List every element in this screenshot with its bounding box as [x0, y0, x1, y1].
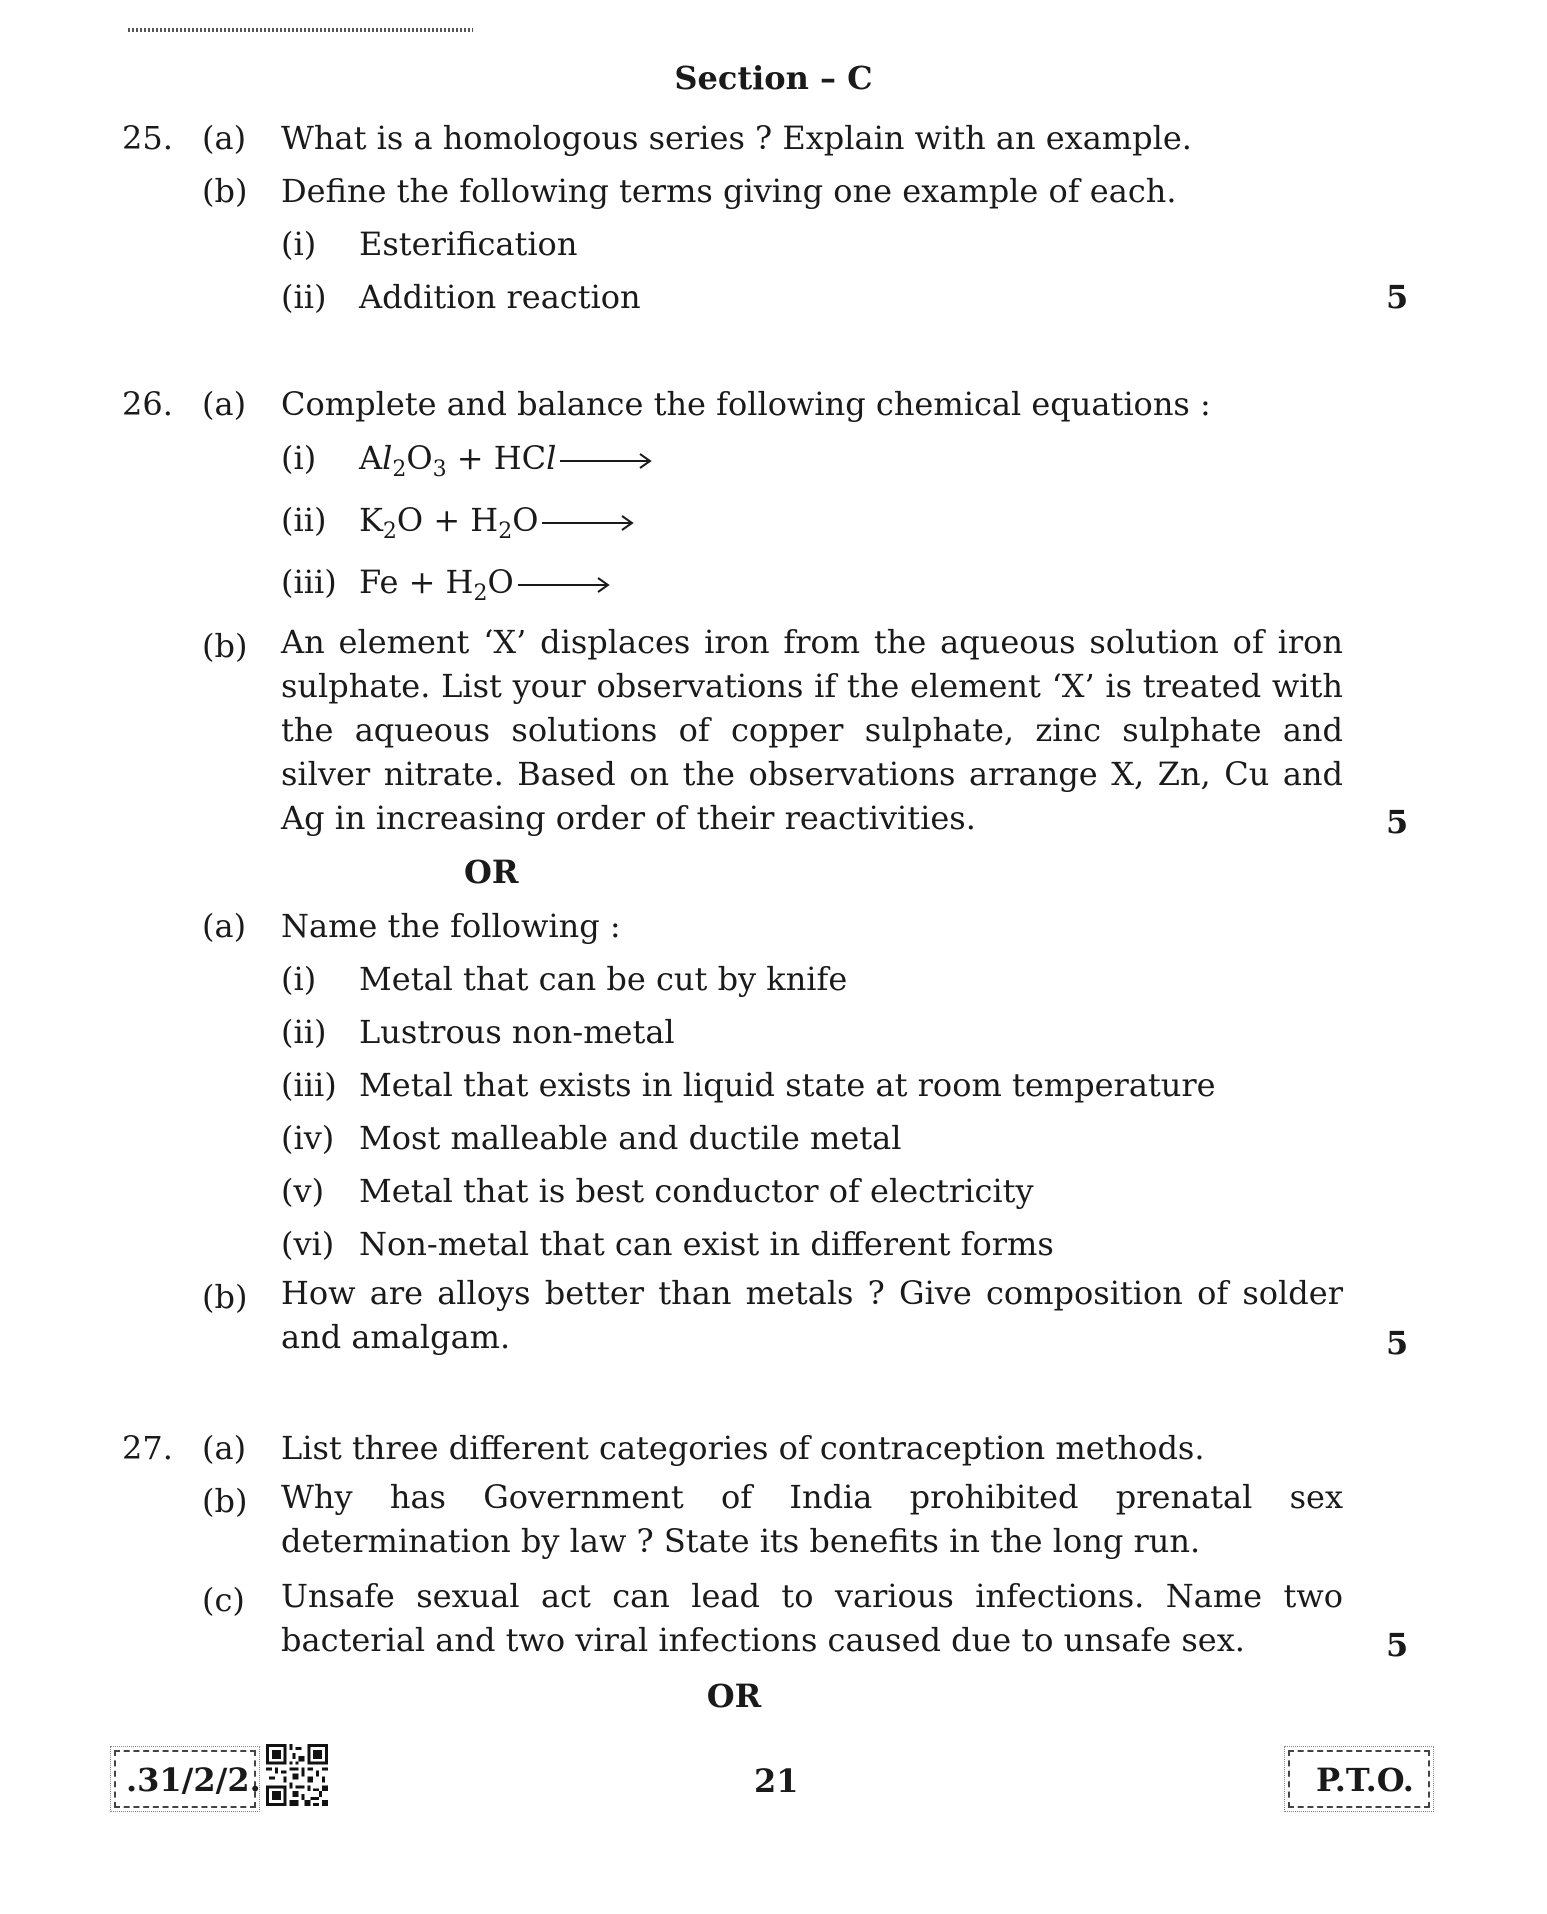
reaction-arrow-icon — [560, 451, 652, 471]
sub-item-label: (v) — [281, 1172, 325, 1210]
part-label: (b) — [202, 627, 248, 665]
paper-code: .31/2/2. — [126, 1761, 261, 1799]
equation-label: (iii) — [281, 563, 337, 601]
section-title: Section – C — [674, 59, 873, 97]
question-number: 27. — [122, 1429, 173, 1467]
part-text: List three different categories of contraception methods. — [281, 1429, 1205, 1467]
part-label: (b) — [202, 1482, 248, 1520]
question-number: 26. — [122, 385, 173, 423]
sub-item-label: (iii) — [281, 1066, 337, 1104]
part-label: (a) — [202, 385, 247, 423]
sub-item-label: (ii) — [281, 1013, 327, 1051]
sub-item-text: Metal that can be cut by knife — [359, 960, 848, 998]
or-divider: OR — [464, 853, 519, 891]
sub-item-label: (ii) — [281, 278, 327, 316]
equation-label: (i) — [281, 439, 317, 477]
sub-item-text: Metal that is best conductor of electricity — [359, 1172, 1034, 1210]
marks: 5 — [1386, 1626, 1409, 1664]
part-text: How are alloys better than metals ? Give composition of solder and amalgam. — [281, 1274, 1343, 1356]
equation-3: $Fe + H_2O$ — [359, 566, 610, 598]
sub-item-label: (i) — [281, 225, 317, 263]
equation-2: $K_2O + H_2O$ — [359, 504, 634, 536]
part-label: (a) — [202, 1429, 247, 1467]
reaction-arrow-icon — [542, 513, 634, 533]
sub-item-text: Metal that exists in liquid state at room temperature — [359, 1066, 1216, 1104]
part-text: Unsafe sexual act can lead to various infections. Name two bacterial and two viral infections caused due to unsafe sex. — [281, 1577, 1343, 1659]
part-label: (b) — [202, 1278, 248, 1316]
sub-item-text: Most malleable and ductile metal — [359, 1119, 902, 1157]
part-text: Name the following : — [281, 907, 621, 945]
sub-item-text: Lustrous non-metal — [359, 1013, 675, 1051]
sub-item-text: Esterification — [359, 225, 578, 263]
qr-code-icon — [266, 1744, 328, 1806]
marks: 5 — [1386, 1324, 1409, 1362]
sub-item-label: (iv) — [281, 1119, 335, 1157]
part-text: Why has Government of India prohibited prenatal sex determination by law ? State its benefits in the long run. — [281, 1478, 1343, 1560]
part-label: (c) — [202, 1581, 245, 1619]
part-text: Define the following terms giving one example of each. — [281, 172, 1177, 210]
marks: 5 — [1386, 278, 1409, 316]
question-number: 25. — [122, 119, 173, 157]
part-label: (a) — [202, 119, 247, 157]
sub-item-text: Addition reaction — [359, 278, 641, 316]
part-text: Complete and balance the following chemical equations : — [281, 385, 1211, 423]
or-divider: OR — [706, 1677, 762, 1715]
part-text: What is a homologous series ? Explain with an example. — [281, 119, 1192, 157]
pto-box — [1288, 1750, 1430, 1808]
paper-code-box — [114, 1750, 261, 1808]
sub-item-label: (vi) — [281, 1225, 335, 1263]
marks: 5 — [1386, 803, 1409, 841]
equation-label: (ii) — [281, 501, 327, 539]
page-number: 21 — [754, 1762, 799, 1800]
sub-item-text: Non-metal that can exist in different forms — [359, 1225, 1054, 1263]
part-label: (b) — [202, 172, 248, 210]
part-text: An element ‘X’ displaces iron from the aqueous solution of iron sulphate. List your observations if the element ‘X’ is treated with the aqueous solutions of copper sulphate, zinc sulphate and silver nitrate. Based on the observations arrange X, Zn, Cu and Ag in increasing order of their reactivities. — [281, 623, 1343, 837]
header-barcode-strip — [128, 28, 473, 32]
sub-item-label: (i) — [281, 960, 317, 998]
pto-label: P.T.O. — [1316, 1761, 1414, 1799]
reaction-arrow-icon — [518, 575, 610, 595]
part-label: (a) — [202, 907, 247, 945]
equation-1: $Al_2O_3$ + HCl — [359, 442, 652, 474]
